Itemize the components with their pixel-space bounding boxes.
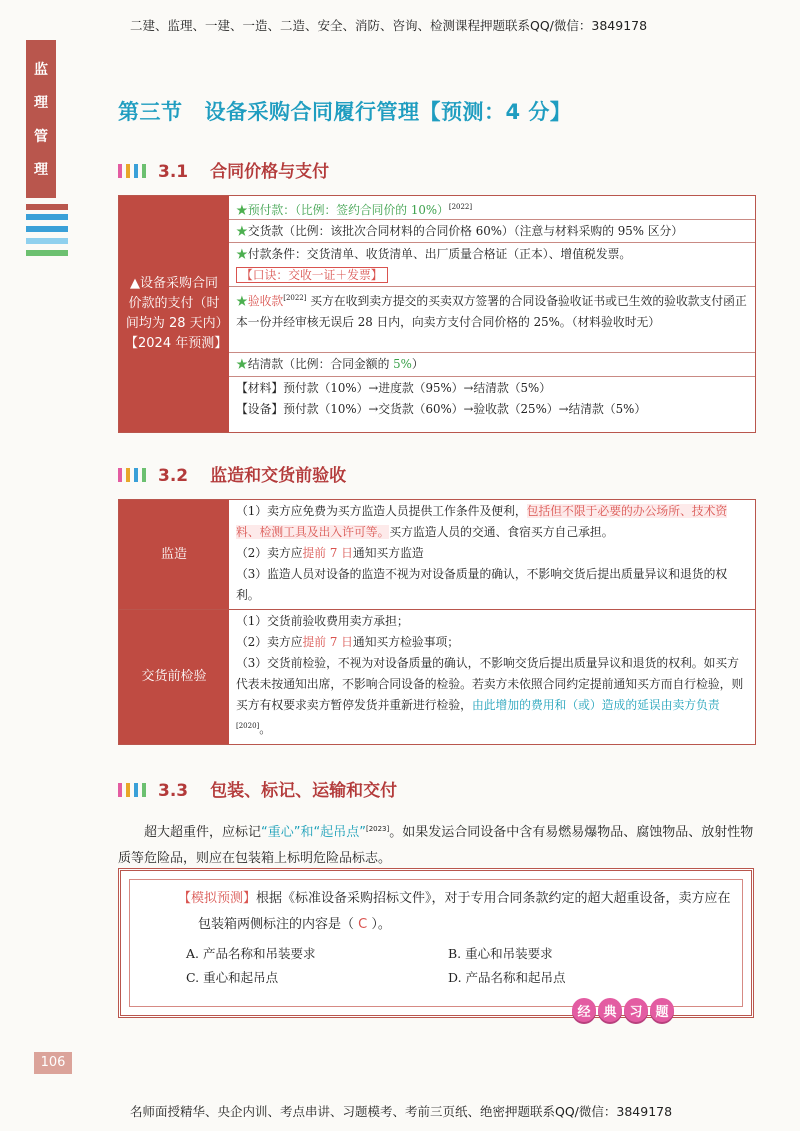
side-tab-char: 理: [34, 95, 48, 112]
subsection-heading: 监造和交货前验收: [210, 466, 347, 486]
supervision-label: 监造: [119, 500, 229, 610]
bars-icon: [118, 783, 152, 797]
badge-char: 习: [624, 998, 648, 1022]
payment-row-delivery: [229, 220, 755, 243]
para-text: 。如果发运合同设备中含有易燃易爆物品、腐蚀物品、放射性物质等危险品，则应在包装箱上标明危险品标志。: [118, 825, 754, 866]
section-heading: 设备采购合同履行管理【预测：4 分】: [204, 100, 572, 124]
item-text: （2）卖方应: [236, 546, 303, 560]
item-text: 通知买方监造: [352, 546, 424, 560]
exam-tag: 【模拟预测】: [178, 891, 257, 906]
side-strip: [26, 214, 68, 220]
equipment-sequence: 【设备】预付款（10%）→交货款（60%）→验收款（25%）→结清款（5%）: [236, 402, 647, 416]
subsection-heading: 包装、标记、运输和交付: [210, 781, 398, 801]
side-tab-char: 监: [34, 62, 48, 79]
badge-char: 题: [650, 998, 674, 1022]
item-text: （3）交货前检验，不视为对设备质量的确认，不影响交货后提出质量异议和退货的权利。如买方代表未按通知出席，不影响合同设备的检验。若卖方未依照合同约定提前通知买方而自行检验，则买方有权要求卖方暂停发货并重新进行检验，: [236, 656, 744, 712]
year-tag: [2022]: [448, 203, 473, 211]
year-tag: [2023]: [365, 825, 390, 833]
option-d: D. 产品名称和起吊点: [448, 970, 566, 985]
item-text: （2）卖方应: [236, 635, 303, 649]
inspection-table: [118, 609, 756, 745]
subsection-number: 3.1: [158, 162, 189, 182]
inspection-label: 交货前检验: [119, 610, 229, 744]
packaging-paragraph: [118, 816, 758, 872]
payment-table: [118, 195, 756, 433]
subsection-heading: 合同价格与支付: [210, 162, 330, 182]
star-icon: ★: [236, 224, 248, 238]
exam-question: [178, 886, 734, 938]
row-text: 结清款（比例：合同金额的: [247, 357, 394, 371]
inspection-content: [229, 610, 755, 742]
item-highlight: 提前 7 日: [302, 635, 353, 649]
question-answer: C: [354, 917, 372, 932]
subsection-title-3-1: [118, 157, 329, 182]
item-text: 。: [259, 722, 272, 736]
item-text: （1）卖方应免费为买方监造人员提供工作条件及便利，: [236, 504, 527, 518]
para-highlight: “重心”和“起吊点”: [261, 825, 366, 840]
section-number: 第三节: [118, 100, 183, 124]
payment-row-conditions: [229, 243, 755, 287]
item-text: （1）交货前验收费用卖方承担；: [236, 614, 409, 628]
star-icon: ★: [236, 294, 248, 308]
question-text: 根据《标准设备采购招标文件》，对于专用合同条款约定的超大超重设备，卖方应在包装箱两侧标注的内容是（: [198, 891, 731, 932]
row-text: ）: [411, 357, 424, 371]
item-highlight: 包括但不限于必要的办公场所、技术资料、检测工具及出入许可等。: [236, 504, 728, 539]
mnemonic: 【口诀：交收一证＋发票】: [236, 267, 388, 283]
option-b: B. 重心和吊装要求: [448, 946, 553, 961]
material-sequence: 【材料】预付款（10%）→进度款（95%）→结清款（5%）: [236, 381, 552, 395]
item-highlight: 提前 7 日: [302, 546, 353, 560]
supervision-table: [118, 499, 756, 611]
row-text: 预付款：（比例：签约合同价的 10%）: [247, 203, 449, 217]
side-strip: [26, 250, 68, 256]
para-text: 超大超重件，应标记: [144, 825, 262, 840]
item-text: 买方监造人员的交通、食宿买方自己承担。: [389, 525, 614, 539]
page-number: 106: [34, 1052, 72, 1074]
side-tab-char: 理: [34, 161, 48, 178]
option-c: C. 重心和起吊点: [186, 970, 279, 985]
row-text: 买方在收到卖方提交的买卖双方签署的合同设备验收证书或已生效的验收款支付函正本一份并经审核无误后 28 日内，向卖方支付合同价格的 25%。（材料验收时无）: [236, 294, 747, 329]
payment-row-final: [229, 353, 755, 377]
classic-exercise-badge: [572, 998, 674, 1022]
badge-char: 典: [598, 998, 622, 1022]
year-tag: [2020]: [236, 722, 260, 730]
row-text: 付款条件：交货清单、收货清单、出厂质量合格证（正本）、增值税发票。: [247, 247, 632, 261]
row-percent: 5%: [393, 357, 412, 371]
subsection-title-3-3: [118, 776, 397, 801]
badge-char: 经: [572, 998, 596, 1022]
item-text: 通知买方检验事项；: [352, 635, 460, 649]
item-text: （3）监造人员对设备的监造不视为对设备质量的确认，不影响交货后提出质量异议和退货的权利。: [236, 567, 728, 602]
payment-table-label: ▲设备采购合同价款的支付（时间均为 28 天内）【2024 年预测】: [119, 196, 229, 432]
supervision-content: [229, 500, 755, 608]
payment-row-advance: [229, 196, 755, 220]
star-icon: ★: [236, 357, 248, 371]
page-footer: 名师面授精华、央企内训、考点串讲、习题模考、考前三页纸、绝密押题联系QQ/微信：3849178: [130, 1104, 673, 1119]
question-text: ）。: [371, 917, 391, 932]
option-a: A. 产品名称和吊装要求: [186, 946, 316, 961]
payment-row-acceptance: [229, 287, 755, 353]
side-chapter-tab: [26, 40, 56, 198]
row-text: 交货款（比例：该批次合同材料的合同价格 60%）（注意与材料采购的 95% 区分）: [247, 224, 684, 238]
subsection-title-3-2: [118, 461, 346, 486]
side-strip: [26, 226, 68, 232]
subsection-number: 3.3: [158, 781, 189, 801]
page-header: 二建、监理、一建、一造、二造、安全、消防、咨询、检测课程押题联系QQ/微信：3849178: [130, 18, 648, 33]
star-icon: ★: [236, 203, 248, 217]
year-tag: [2022]: [283, 294, 307, 302]
bars-icon: [118, 164, 152, 178]
side-strip: [26, 204, 68, 210]
subsection-number: 3.2: [158, 466, 189, 486]
bars-icon: [118, 468, 152, 482]
item-highlight: 由此增加的费用和（或）造成的延误由卖方负责: [471, 698, 720, 712]
payment-row-sequences: [229, 377, 755, 431]
star-icon: ★: [236, 247, 248, 261]
side-tab-char: 管: [34, 128, 48, 145]
row-head: 验收款: [247, 294, 284, 308]
side-strip: [26, 238, 68, 244]
section-title: [118, 96, 571, 126]
